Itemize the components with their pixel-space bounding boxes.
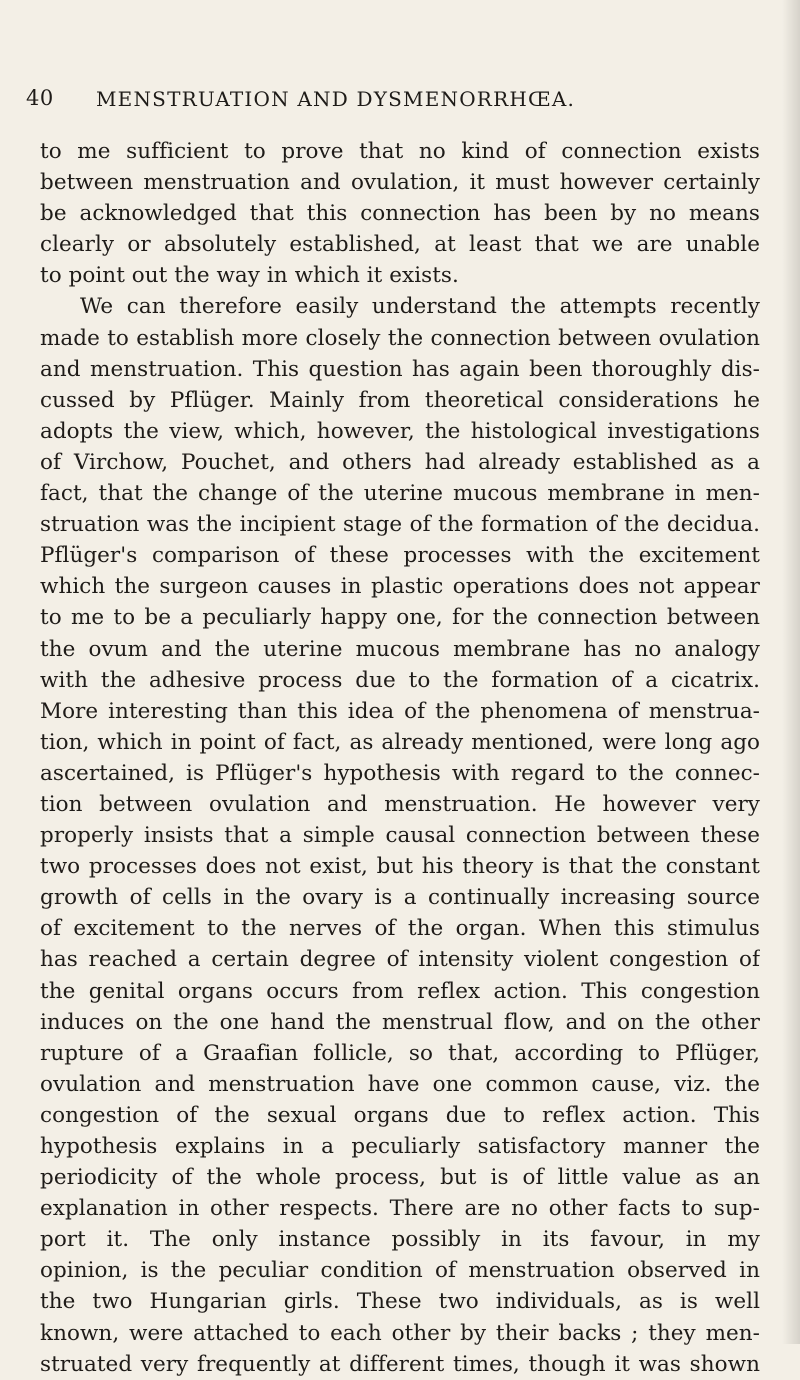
page-number: 40: [26, 86, 54, 110]
text-line: made to establish more closely the connection between ovulation: [40, 325, 760, 351]
text-line: rupture of a Graafian follicle, so that, according to Pflüger,: [40, 1040, 760, 1066]
text-line: two processes does not exist, but his theory is that the constant: [40, 854, 760, 880]
text-line: of excitement to the nerves of the organ. When this stimulus: [40, 916, 760, 942]
text-line: ascertained, is Pflüger's hypothesis with regard to the connec-: [40, 760, 760, 786]
text-line: struation was the incipient stage of the formation of the decidua.: [40, 512, 760, 538]
text-line: be acknowledged that this connection has been by no means: [40, 201, 760, 227]
text-line: growth of cells in the ovary is a continually increasing source: [40, 885, 760, 911]
text-line: and menstruation. This question has again been thoroughly dis-: [40, 356, 760, 382]
text-line: to point out the way in which it exists.: [40, 263, 459, 289]
text-line: explanation in other respects. There are no other facts to sup-: [40, 1196, 760, 1222]
text-line: fact, that the change of the uterine mucous membrane in men-: [40, 481, 760, 507]
text-line: to me sufficient to prove that no kind of connection exists: [40, 139, 760, 164]
text-line: hypothesis explains in a peculiarly satisfactory manner the: [40, 1134, 760, 1159]
text-line: which the surgeon causes in plastic operations does not appear: [40, 574, 760, 600]
text-line: tion, which in point of fact, as already mentioned, were long ago: [40, 729, 760, 755]
text-line: periodicity of the whole process, but is of little value as an: [40, 1165, 760, 1191]
text-line: properly insists that a simple causal connection between these: [40, 823, 760, 849]
text-line: struated very frequently at different times, though it was shown: [40, 1351, 760, 1377]
text-line: of Virchow, Pouchet, and others had already established as a: [40, 449, 760, 475]
running-head: MENSTRUATION AND DYSMENORRHŒA.: [96, 87, 576, 111]
text-line: We can therefore easily understand the attempts recently: [80, 294, 760, 320]
text-line: between menstruation and ovulation, it must however certainly: [40, 170, 760, 196]
text-line: known, were attached to each other by their backs ; they men-: [40, 1320, 760, 1346]
text-line: to me to be a peculiarly happy one, for the connection between: [40, 605, 760, 631]
text-line: ovulation and menstruation have one common cause, viz. the: [40, 1071, 760, 1097]
text-line: clearly or absolutely established, at least that we are unable: [40, 232, 760, 258]
text-line: the two Hungarian girls. These two individuals, as is well: [40, 1289, 760, 1315]
text-line: with the adhesive process due to the formation of a cicatrix.: [40, 667, 760, 693]
text-line: has reached a certain degree of intensity violent congestion of: [40, 947, 760, 973]
text-line: Pflüger's comparison of these processes with the excitement: [40, 543, 760, 569]
text-line: opinion, is the peculiar condition of menstruation observed in: [40, 1258, 760, 1284]
page-header: [26, 86, 766, 116]
text-line: the genital organs occurs from reflex action. This congestion: [40, 978, 760, 1004]
text-line: cussed by Pflüger. Mainly from theoretical considerations he: [40, 387, 760, 413]
text-line: More interesting than this idea of the phenomena of menstrua-: [40, 698, 760, 724]
page-edge-shadow: [782, 0, 800, 1344]
text-line: induces on the one hand the menstrual flow, and on the other: [40, 1009, 760, 1035]
text-line: tion between ovulation and menstruation. He however very: [40, 791, 760, 817]
text-line: adopts the view, which, however, the histological investigations: [40, 418, 760, 444]
text-line: the ovum and the uterine mucous membrane has no analogy: [40, 636, 760, 662]
body-text: [40, 136, 760, 1380]
text-line: congestion of the sexual organs due to reflex action. This: [40, 1102, 760, 1128]
text-line: port it. The only instance possibly in its favour, in my: [40, 1227, 760, 1253]
